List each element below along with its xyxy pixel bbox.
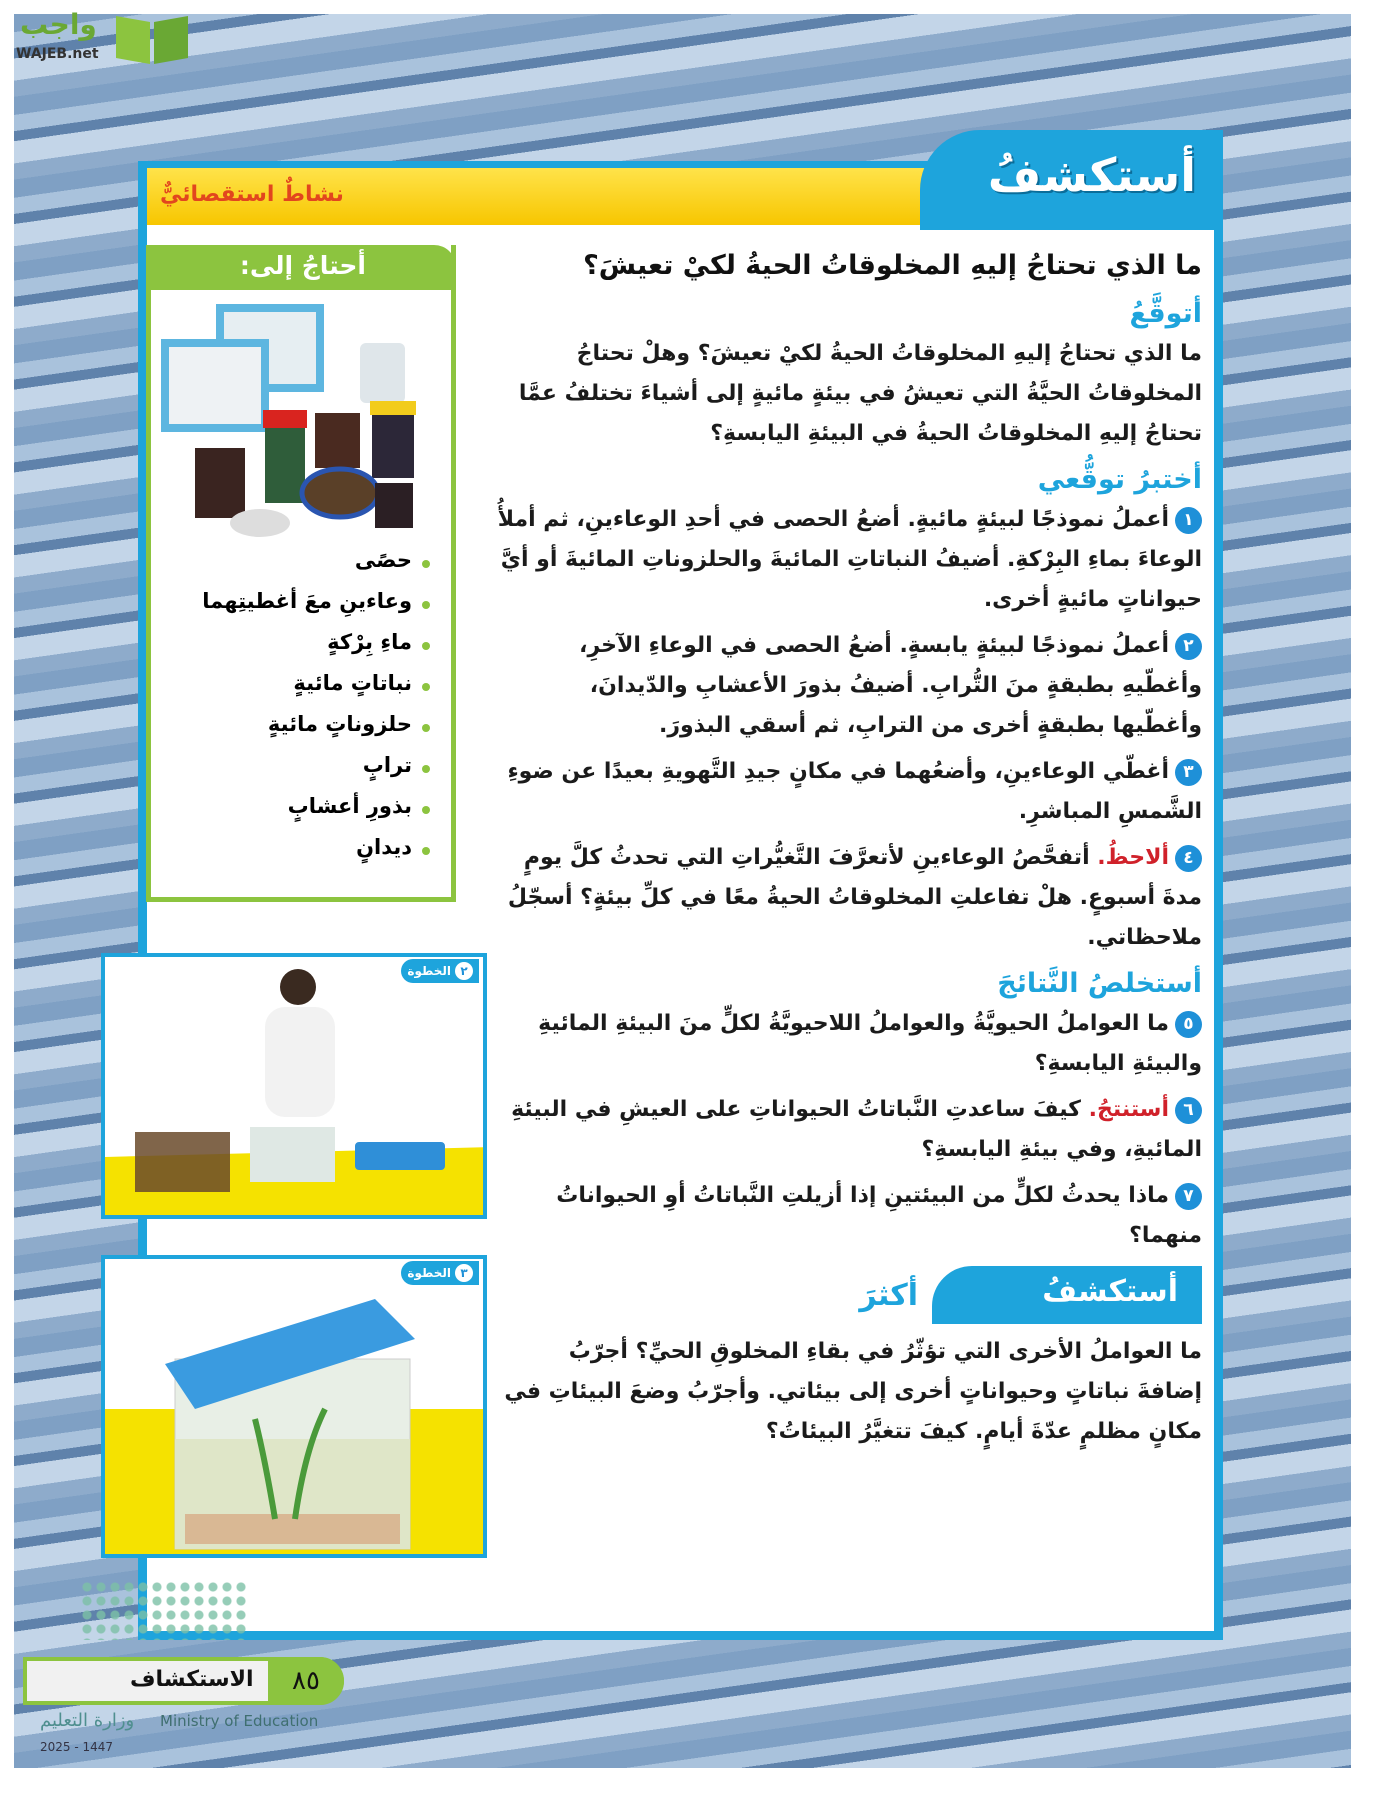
predict-paragraph [497,334,1202,454]
ministry-en: Ministry of Education [160,1712,319,1730]
material-item: نباتاتٍ مائيةٍ [160,671,430,712]
explore-more-title-b: أكثرَ [859,1277,918,1313]
step-item [497,626,1202,746]
book-icon [112,8,192,66]
boy-setting-up-containers-image [105,957,487,1219]
ministry-ar: وزارة التعليم [40,1710,135,1731]
step-number-badge: ٤ [1175,845,1202,872]
line-text: ماذا يحدثُ لكلٍّ من البيئتينِ إذا أزيلتِ النَّباتاتُ أوِ الحيواناتُ منهما؟ [556,1183,1202,1248]
step-item [497,500,1202,620]
step-number-badge: ٧ [1175,1183,1202,1210]
step-number-badge: ١ [1175,507,1202,534]
line-text: منَ التُّرابِ. أضيفُ بذورَ الأعشابِ والدّيدانَ، وأغطّيها بطبقةٍ أخرى من [589,673,1202,738]
covered-aquarium-image [105,1259,487,1558]
banner-subtitle: نشاطٌ استقصائيٌّ [160,182,344,207]
line-text: الحيَّةُ التي تعيشُ في بيئةٍ مائيةٍ إلى أشياءَ تختلفُ عمَّا تحتاجُ إليهِ المخلوقاتُ [518,381,1202,446]
step-item [497,838,1202,958]
step-tag [401,959,479,983]
footer-section: الاستكشاف [130,1667,254,1692]
step-item [497,1176,1202,1256]
page-number: ٨٥ [268,1657,344,1705]
step-label: الخطوة [407,964,451,978]
step-number-badge: ٥ [1175,1011,1202,1038]
line-text: اليابسةِ؟ [1034,1051,1125,1076]
step-item [497,1004,1202,1084]
step-number: ٣ [455,1264,473,1282]
line-text: وحيواناتٍ أخرى إلى بيئاتي. وأجرّبُ وضعَ البيئاتِ في مكانٍ مظلمٍ عدّةَ أيامٍ. [504,1379,1202,1444]
material-item: حلزوناتٍ مائيةٍ [160,712,430,753]
line-text: ما العواملُ الأخرى التي تؤثّرُ في بقاءِ المخلوقِ الحيِّ؟ أجرّبُ إضافةَ نباتاتٍ [568,1339,1202,1404]
step-2-photo [101,953,487,1219]
test-steps [497,500,1202,958]
line-text: كيفَ تتغيَّرُ البيئاتُ؟ [765,1419,968,1444]
step-number-badge: ٢ [1175,633,1202,660]
line-text: كيفَ ساعدتِ النَّباتاتُ الحيواناتِ على العيشِ في البيئةِ المائيةِ، [511,1097,1202,1162]
main-column [497,246,1202,1458]
line-text: الترابِ، ثم أسقي البذورَ. [658,713,924,738]
skill-label: أستنتجُ. [1088,1097,1169,1122]
predict-heading: أتوقَّعُ [1129,298,1202,329]
line-text: أعملُ نموذجًا لبيئةٍ مائيةٍ. أضعُ الحصى في أحدِ الوعاءينِ، ثم أملأُ الوعاءَ بماءِ [497,507,1202,572]
material-item: وعاءينِ معَ أغطيتِهما [160,589,430,630]
line-text: الحيةُ في البيئةِ اليابسةِ؟ [710,421,970,446]
material-item: بذورِ أعشابٍ [160,794,430,835]
material-item: ديدانٍ [160,835,430,876]
line-text: وفي بيئةِ اليابسةِ؟ [921,1137,1117,1162]
logo-en: WAJEB.net [16,46,99,62]
materials-image [160,298,430,538]
skill-label: ألاحظُ. [1097,845,1169,870]
materials-list [160,548,430,876]
step-label: الخطوة [407,1266,451,1280]
step-item [497,1090,1202,1170]
step-3-photo [101,1255,487,1558]
conclude-heading: أستخلصُ النَّتائجَ [997,968,1202,999]
line-text: أتفحَّصُ الوعاءينِ لأتعرَّفَ التَّغيُّراتِ التي تحدثُ كلَّ يومٍ مدةَ [523,845,1202,910]
step-number-badge: ٦ [1175,1097,1202,1124]
step-number-badge: ٣ [1175,759,1202,786]
banner-title: أستكشفُ [987,148,1196,202]
line-text: البِرْكةِ. أضيفُ النباتاتِ المائيةَ والحلزوناتِ المائيةَ أو أيَّ حيواناتٍ مائيةٍ أخرى. [500,547,1202,612]
year: 2025 - 1447 [40,1740,114,1754]
ministry-logo-dots [80,1580,250,1640]
explore-more-banner [497,1266,1202,1324]
line-text: ما الذي تحتاجُ إليهِ المخلوقاتُ الحيةُ لكيْ تعيشَ؟ وهلْ تحتاجُ المخلوقاتُ [576,341,1202,406]
line-text: أعملُ نموذجًا لبيئةٍ يابسةٍ. أضعُ الحصى في الوعاءِ الآخرِ، وأغطّيهِ بطبقةٍ [579,633,1202,698]
explore-more-title: أستكشفُ [932,1266,1202,1324]
line-text: أغطّي الوعاءينِ، وأضعُهما في مكانٍ جيدِ التَّهويةِ بعيدًا عن ضوءِ الشَّمسِ [507,759,1202,824]
main-question: ما الذي تحتاجُ إليهِ المخلوقاتُ الحيةُ لكيْ تعيشَ؟ [583,250,1202,281]
step-number: ٢ [455,962,473,980]
material-item: ماءِ بِرْكةٍ [160,630,430,671]
line-text: ما العواملُ الحيويَّةُ والعواملُ اللاحيويَّةُ لكلٍّ منَ البيئةِ المائيةِ والبيئةِ [538,1011,1202,1076]
conclude-steps [497,1004,1202,1256]
line-text: المباشرِ. [1018,799,1111,824]
step-tag [401,1261,479,1285]
material-item: ترابٍ [160,753,430,794]
explore-more-paragraph [497,1332,1202,1452]
line-text: أسبوعٍ. هلْ تفاعلتِ المخلوقاتُ الحيةُ معًا في كلِّ بيئةٍ؟ أسجّلُ ملاحظاتي. [507,885,1202,950]
material-item: حصًى [160,548,430,589]
logo-ar: واجب [20,8,97,41]
wajeb-logo [6,4,186,64]
step-item [497,752,1202,832]
test-heading: أختبرُ توقُّعي [1037,464,1202,495]
materials-heading: أحتاجُ إلى: [146,245,456,290]
